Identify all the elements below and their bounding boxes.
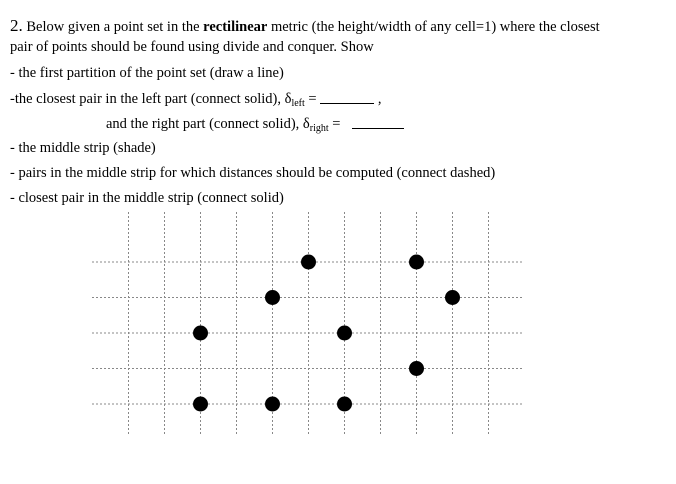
- grid-point: [409, 361, 424, 376]
- item-strip-closest: - closest pair in the middle strip (connect solid): [10, 190, 284, 206]
- grid-point: [193, 397, 208, 412]
- delta-right-subscript: right: [309, 123, 329, 134]
- item-strip-pairs: - pairs in the middle strip for which distances should be computed (connect dashed): [10, 165, 496, 181]
- item-right-text: and the right part (connect solid), δ: [106, 116, 310, 132]
- question-number: 2.: [10, 16, 23, 35]
- item-partition: - the first partition of the point set (draw a line): [10, 65, 284, 81]
- grid-point: [445, 290, 460, 305]
- intro-bold-term: rectilinear: [203, 19, 268, 35]
- delta-left-comma: ,: [374, 91, 382, 107]
- grid-point: [265, 290, 280, 305]
- item-left-text: -the closest pair in the left part (connect solid), δ: [10, 91, 292, 107]
- delta-right-equals: =: [328, 116, 345, 132]
- grid-point: [409, 255, 424, 270]
- delta-left-equals: =: [304, 91, 321, 107]
- question-intro-line2: pair of points should be found using divide and conquer. Show: [10, 39, 374, 55]
- grid-point: [265, 397, 280, 412]
- intro-text-before: Below given a point set in the: [22, 19, 204, 35]
- grid-point: [301, 255, 316, 270]
- intro-text-after: metric (the height/width of any cell=1) where the closest: [267, 19, 600, 35]
- item-middle-strip: - the middle strip (shade): [10, 140, 156, 156]
- grid-point: [337, 397, 352, 412]
- grid-point: [193, 326, 208, 341]
- delta-left-subscript: left: [291, 98, 305, 109]
- grid-point: [337, 326, 352, 341]
